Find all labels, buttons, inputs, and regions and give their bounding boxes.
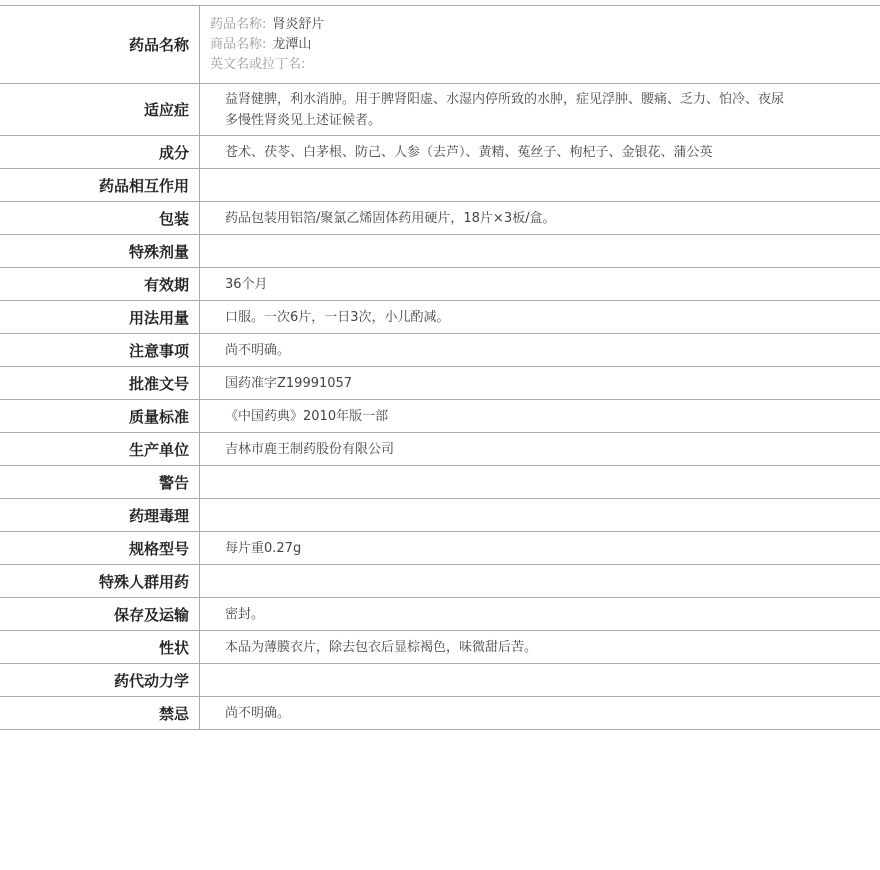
row-value: 苍术、茯苓、白茅根、防己、人参（去芦）、黄精、菟丝子、枸杞子、金银花、蒲公英 [225,144,713,160]
row-label: 药品名称 [0,6,200,83]
row-label: 用法用量 [0,301,200,333]
row-value: 36个月 [225,276,268,292]
english-name-line [210,55,324,75]
row-contraindications [0,697,880,730]
row-special-populations [0,565,880,598]
row-pharmacology-toxicology [0,499,880,532]
drug-name-block [200,6,324,83]
row-value [200,664,880,696]
row-value: 尚不明确。 [225,342,291,358]
row-label: 质量标准 [0,400,200,432]
generic-name-key: 药品名称: [210,16,267,32]
row-quality-standard [0,400,880,433]
row-value: 《中国药典》2010年版一部 [225,408,389,424]
row-label: 特殊剂量 [0,235,200,267]
row-appearance [0,631,880,664]
row-value: 尚不明确。 [225,705,291,721]
row-manufacturer [0,433,880,466]
row-value [200,499,880,531]
row-value: 密封。 [225,606,265,622]
row-warning [0,466,880,499]
row-value: 本品为薄膜衣片，除去包衣后显棕褐色，味微甜后苦。 [225,639,538,655]
row-value [200,466,880,498]
row-label: 药品相互作用 [0,169,200,201]
row-label: 性状 [0,631,200,663]
trade-name-line [210,35,324,55]
row-value [200,169,880,201]
row-packaging [0,202,880,235]
row-label: 规格型号 [0,532,200,564]
row-value [200,235,880,267]
row-label: 保存及运输 [0,598,200,630]
trade-name-value: 龙潭山 [272,36,312,52]
row-label: 注意事项 [0,334,200,366]
trade-name-key: 商品名称: [210,36,267,52]
generic-name-value: 肾炎舒片 [272,16,325,32]
drug-spec-table [0,5,880,730]
row-value: 每片重0.27g [225,540,302,556]
row-label: 药理毒理 [0,499,200,531]
row-label: 包装 [0,202,200,234]
row-label: 特殊人群用药 [0,565,200,597]
row-value [200,565,880,597]
row-value: 药品包装用铝箔/聚氯乙烯固体药用硬片，18片×3板/盒。 [225,210,556,226]
row-label: 警告 [0,466,200,498]
row-precautions [0,334,880,367]
row-pharmacokinetics [0,664,880,697]
row-label: 生产单位 [0,433,200,465]
row-drug-interactions [0,169,880,202]
row-label: 禁忌 [0,697,200,729]
row-value: 益肾健脾，利水消肿。用于脾肾阳虚、水湿内停所致的水肿，症见浮肿、腰痛、乏力、怕冷、夜尿多慢性肾炎见上述证候者。 [225,91,785,128]
row-label: 批准文号 [0,367,200,399]
row-value: 吉林市鹿王制药股份有限公司 [225,441,395,457]
row-storage-transport [0,598,880,631]
row-specification [0,532,880,565]
row-label: 成分 [0,136,200,168]
row-label: 有效期 [0,268,200,300]
row-label: 适应症 [0,84,200,135]
row-dosage [0,301,880,334]
row-value: 国药准字Z19991057 [225,375,353,391]
row-special-dosage [0,235,880,268]
generic-name-line [210,15,324,35]
row-value: 口服。一次6片，一日3次，小儿酌减。 [225,309,450,325]
row-drug-name [0,6,880,84]
english-name-key: 英文名或拉丁名: [210,56,306,72]
row-label: 药代动力学 [0,664,200,696]
row-approval-number [0,367,880,400]
row-ingredients [0,136,880,169]
row-indications [0,84,880,136]
row-shelf-life [0,268,880,301]
